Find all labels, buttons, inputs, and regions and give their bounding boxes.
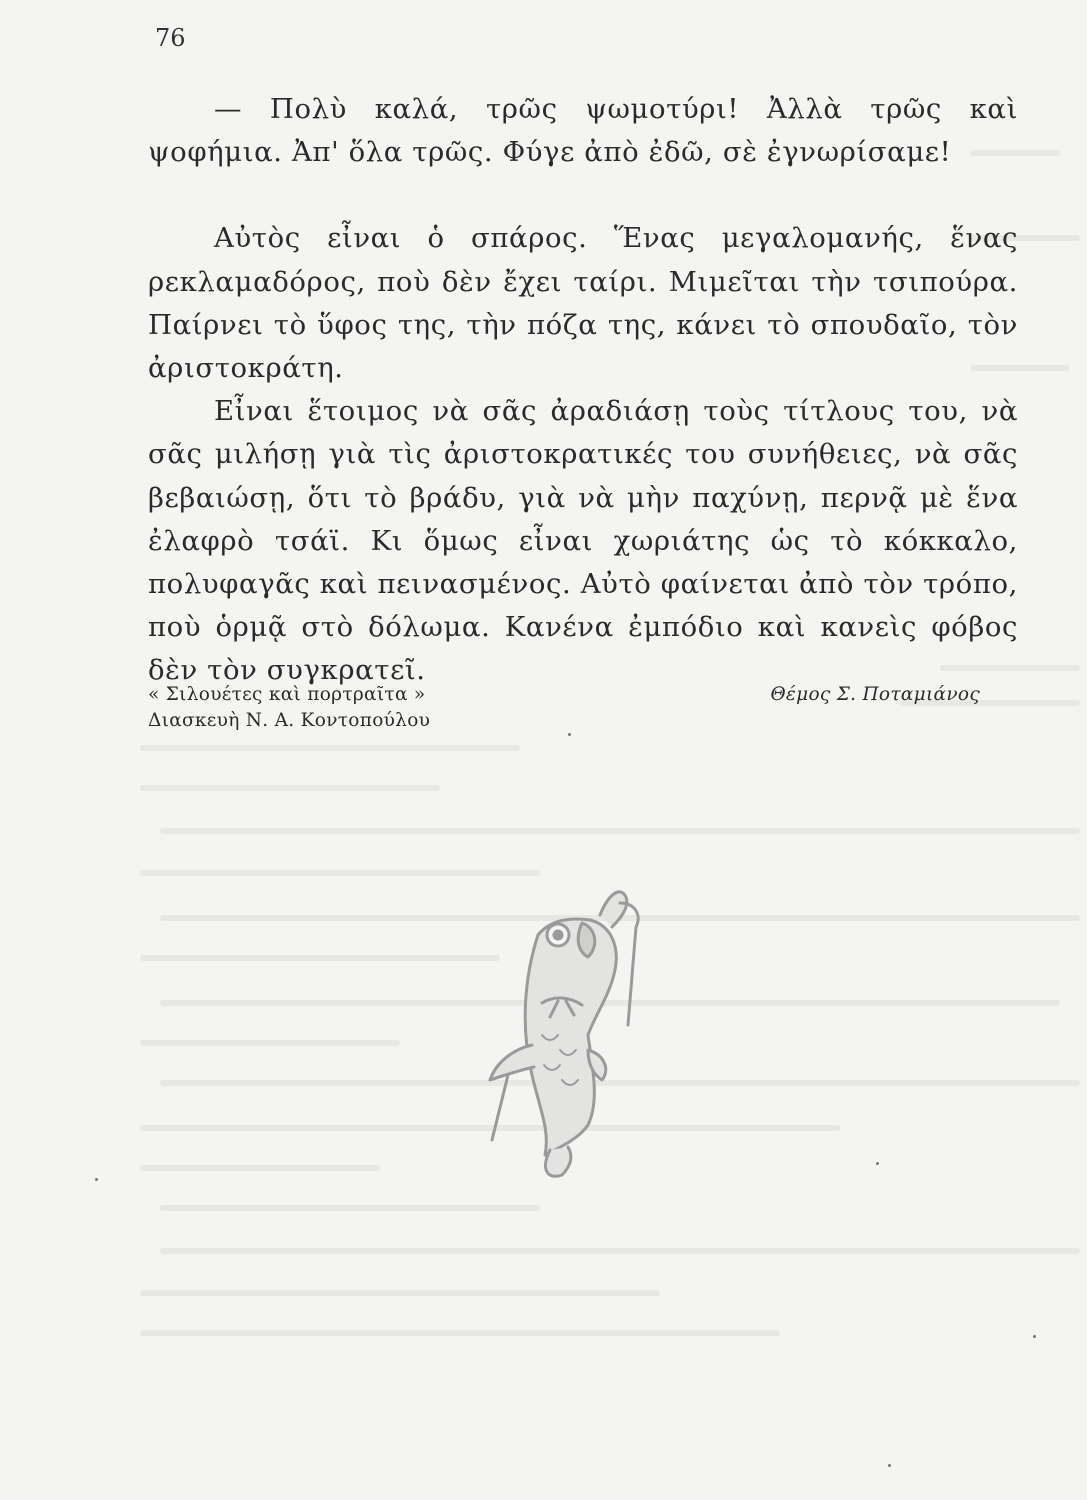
page-number: 76: [155, 24, 186, 52]
adaptation-credit: Διασκευὴ Ν. Α. Κοντοπούλου: [148, 710, 431, 731]
description-paragraph: Αὐτὸς εἶναι ὁ σπάρος. Ἕνας μεγαλομανής, ἕνας ρεκλαμαδόρος, ποὺ δὲν ἔχει ταίρι. Μιμεῖται τὴν τσιπούρα. Παίρνει τὸ ὕφος της, τὴν πόζα της, κάνει τὸ σπουδαῖο, τὸν ἀριστοκράτη.: [148, 222, 1018, 385]
article-body: [148, 88, 1018, 693]
dancing-fish-drawing-icon: [470, 875, 670, 1185]
author-name: Θέμος Σ. Ποταμιάνος: [770, 684, 980, 705]
description-paragraph-2: Εἶναι ἕτοιμος νὰ σᾶς ἀραδιάσῃ τοὺς τίτλους του, νὰ σᾶς μιλήσῃ γιὰ τὶς ἀριστοκρατικές του συνήθειες, νὰ σᾶς βεβαιώσῃ, ὅτι τὸ βράδυ, γιὰ νὰ μὴν παχύνῃ, περνᾷ μὲ ἕνα ἐλαφρὸ τσάϊ. Κι ὅμως εἶναι χωριάτης ὡς τὸ κόκκαλο, πολυφαγᾶς καὶ πεινασμένος. Αὐτὸ φαίνεται ἀπὸ τὸν τρόπο, ποὺ ὁρμᾷ στὸ δόλωμα. Κανένα ἐμπόδιο καὶ κανεὶς φόβος δὲν τὸν συγκρατεῖ.: [148, 395, 1018, 687]
dialogue-paragraph: — Πολὺ καλά, τρῶς ψωμοτύρι! Ἀλλὰ τρῶς καὶ ψοφήμια. Ἀπ' ὅλα τρῶς. Φύγε ἀπὸ ἐδῶ, σὲ ἐγνωρίσαμε!: [148, 93, 1018, 169]
source-title: « Σιλουέτες καὶ πορτραῖτα »: [148, 684, 426, 705]
source-block: [148, 682, 430, 734]
